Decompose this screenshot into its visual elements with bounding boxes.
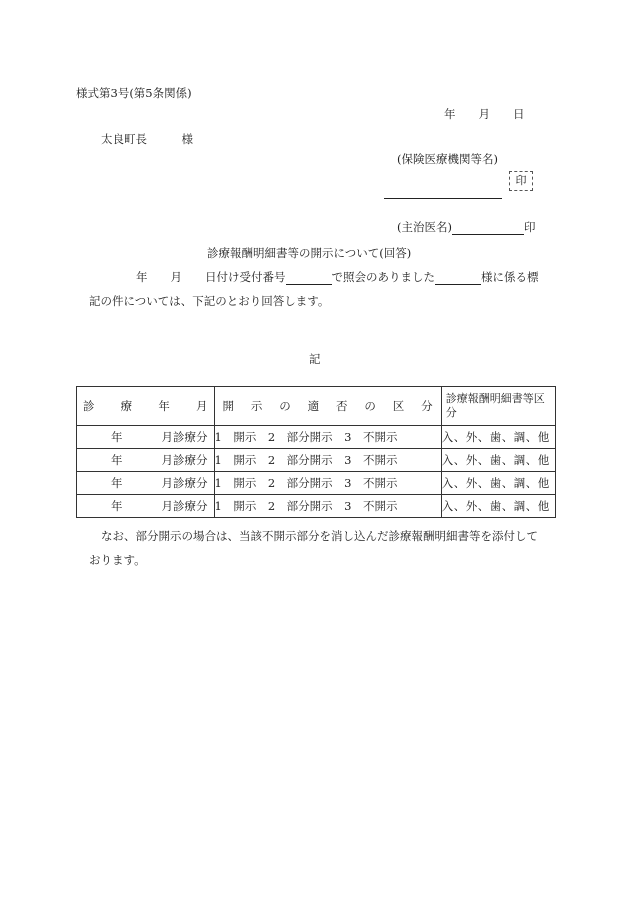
table-header-row	[77, 387, 556, 426]
doctor-line	[397, 219, 535, 235]
ki-heading: 記	[309, 352, 321, 366]
date-line: 年 月 日	[444, 107, 525, 121]
body-line-1	[136, 269, 539, 285]
receipt-number-blank	[286, 272, 332, 285]
category-options: 入、外、歯、調、他	[441, 426, 555, 449]
addressee: 太良町長 様	[101, 132, 193, 146]
category-options: 入、外、歯、調、他	[441, 495, 555, 518]
table-row: 年 月診療分 1 開示 2 部分開示 3 不開示 入、外、歯、調、他	[77, 472, 556, 495]
note-line-2: おります。	[89, 553, 146, 567]
doctor-label: (主治医名)	[397, 220, 452, 234]
header-category: 診療報酬明細書等区分	[441, 387, 555, 426]
body-part-1: 年 月 日付け受付番号	[136, 270, 286, 284]
institution-label: (保険医療機関等名)	[397, 152, 498, 166]
patient-name-blank	[435, 272, 481, 285]
category-options: 入、外、歯、調、他	[441, 449, 555, 472]
table-row: 年 月診療分 1 開示 2 部分開示 3 不開示 入、外、歯、調、他	[77, 426, 556, 449]
body-line-2: 記の件については、下記のとおり回答します。	[89, 294, 330, 308]
seal-mark: 印	[509, 171, 533, 191]
document-title: 診療報酬明細書等の開示について(回答)	[207, 246, 412, 260]
header-period: 診 療 年 月	[77, 387, 215, 426]
disclosure-options: 1 開示 2 部分開示 3 不開示	[214, 472, 441, 495]
form-number: 様式第3号(第5条関係)	[76, 86, 192, 100]
table-row: 年 月診療分 1 開示 2 部分開示 3 不開示 入、外、歯、調、他	[77, 495, 556, 518]
doctor-seal: 印	[523, 220, 536, 234]
header-disclosure: 開 示 の 適 否 の 区 分	[214, 387, 441, 426]
table-row: 年 月診療分 1 開示 2 部分開示 3 不開示 入、外、歯、調、他	[77, 449, 556, 472]
disclosure-options: 1 開示 2 部分開示 3 不開示	[214, 495, 441, 518]
disclosure-options: 1 開示 2 部分開示 3 不開示	[214, 426, 441, 449]
doctor-name-blank	[452, 222, 524, 235]
category-options: 入、外、歯、調、他	[441, 472, 555, 495]
body-part-3: 様に係る標	[481, 270, 539, 284]
note-line-1: なお、部分開示の場合は、当該不開示部分を消し込んだ診療報酬明細書等を添付して	[101, 529, 538, 543]
disclosure-options: 1 開示 2 部分開示 3 不開示	[214, 449, 441, 472]
disclosure-table	[76, 386, 556, 518]
body-part-2: で照会のありました	[331, 270, 435, 284]
institution-name-line	[384, 198, 502, 199]
